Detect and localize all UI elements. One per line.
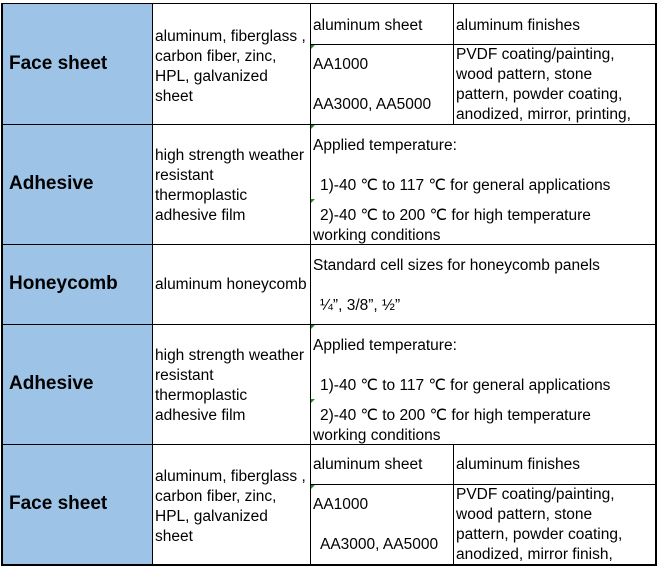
row-label-text: Adhesive <box>9 373 94 394</box>
finishes-line: PVDF coating/painting, <box>456 486 615 503</box>
materials-line: high strength weather <box>155 147 305 164</box>
spec-line: 1)-40 ℃ to 117 ℃ for general applications <box>320 377 611 394</box>
row-label-text: Face sheet <box>9 53 108 74</box>
spec-line: 2)-40 ℃ to 200 ℃ for high temperature <box>320 407 591 424</box>
materials-line: sheet <box>155 88 193 105</box>
finishes-line: anodized, mirror, printing, <box>456 106 631 123</box>
comment-marker-icon <box>311 325 315 329</box>
finishes-line: wood pattern, stone <box>456 506 593 523</box>
spec-line: Applied temperature: <box>313 137 457 154</box>
row-label-adhesive-bottom <box>2 324 152 444</box>
alloy-text: AA1000 <box>313 56 369 73</box>
comment-marker-icon <box>311 485 315 489</box>
materials-line: aluminum, fiberglass , <box>155 468 306 485</box>
comment-marker-icon <box>311 199 315 203</box>
row-label-text: Adhesive <box>9 173 94 194</box>
comment-marker-icon <box>311 45 315 49</box>
spec-cell <box>310 244 655 324</box>
spec-line: 2)-40 ℃ to 200 ℃ for high temperature <box>320 207 591 224</box>
materials-line: aluminum, fiberglass , <box>155 28 306 45</box>
row-label-text: Honeycomb <box>9 273 118 294</box>
alloy-cell <box>310 44 453 124</box>
border-line <box>2 324 656 325</box>
spec-line: working conditions <box>313 427 441 444</box>
border-line <box>310 484 656 485</box>
materials-line: HPL, galvanized <box>155 508 268 525</box>
row-label-face-sheet-bottom <box>2 444 152 564</box>
row-label-honeycomb <box>2 244 152 324</box>
alloy-cell <box>310 484 453 564</box>
sheet-type-text: aluminum sheet <box>313 456 423 473</box>
materials-cell <box>152 124 310 244</box>
border-line <box>1 3 3 566</box>
materials-line: sheet <box>155 528 193 545</box>
finishes-header <box>453 4 655 44</box>
border-line <box>2 244 656 245</box>
border-line <box>310 3 311 566</box>
finishes-cell <box>453 484 655 564</box>
materials-cell <box>152 4 310 124</box>
sheet-type-text: aluminum sheet <box>313 17 423 34</box>
finishes-line: anodized, mirror finish, <box>456 546 613 563</box>
spec-line: 1)-40 ℃ to 117 ℃ for general applications <box>320 177 611 194</box>
sheet-type-header <box>310 4 453 44</box>
materials-line: aluminum honeycomb <box>155 276 307 293</box>
border-line <box>453 3 454 125</box>
row-label-face-sheet-top <box>2 4 152 124</box>
sheet-type-header <box>310 444 453 484</box>
finishes-line: PVDF coating/painting, <box>456 46 615 63</box>
materials-line: carbon fiber, zinc, <box>155 488 277 505</box>
comment-marker-icon <box>311 125 315 129</box>
materials-line: adhesive film <box>155 207 246 224</box>
spec-cell <box>310 324 655 444</box>
finishes-line: pattern, powder coating, <box>456 526 623 543</box>
materials-line: resistant <box>155 367 214 384</box>
alloy-text: AA1000 <box>313 496 369 513</box>
finishes-text: aluminum finishes <box>456 456 581 473</box>
border-line <box>2 124 656 125</box>
materials-cell <box>152 324 310 444</box>
materials-line: thermoplastic <box>155 387 248 404</box>
spec-line: Standard cell sizes for honeycomb panels <box>313 257 600 274</box>
spec-line: ¼”, 3/8”, ½” <box>320 297 401 314</box>
border-line <box>453 444 454 566</box>
materials-cell <box>152 444 310 564</box>
materials-line: resistant <box>155 167 214 184</box>
border-line <box>2 444 656 445</box>
comment-marker-icon <box>311 399 315 403</box>
materials-cell <box>152 244 310 324</box>
materials-line: carbon fiber, zinc, <box>155 48 277 65</box>
border-line <box>2 3 656 4</box>
border-line <box>152 3 153 566</box>
row-label-text: Face sheet <box>9 493 108 514</box>
alloy-text: AA3000, AA5000 <box>313 96 432 113</box>
spec-line: working conditions <box>313 227 441 244</box>
alloy-text: AA3000, AA5000 <box>320 536 439 553</box>
finishes-text: aluminum finishes <box>456 17 581 34</box>
finishes-line: wood pattern, stone <box>456 66 593 83</box>
spec-cell <box>310 124 655 244</box>
spec-line: Applied temperature: <box>313 337 457 354</box>
materials-line: adhesive film <box>155 407 246 424</box>
finishes-header <box>453 444 655 484</box>
row-label-adhesive-top <box>2 124 152 244</box>
materials-line: HPL, galvanized <box>155 68 268 85</box>
materials-line: thermoplastic <box>155 187 248 204</box>
finishes-line: pattern, powder coating, <box>456 86 623 103</box>
materials-line: high strength weather <box>155 347 305 364</box>
finishes-cell <box>453 44 655 124</box>
border-line <box>310 44 656 45</box>
